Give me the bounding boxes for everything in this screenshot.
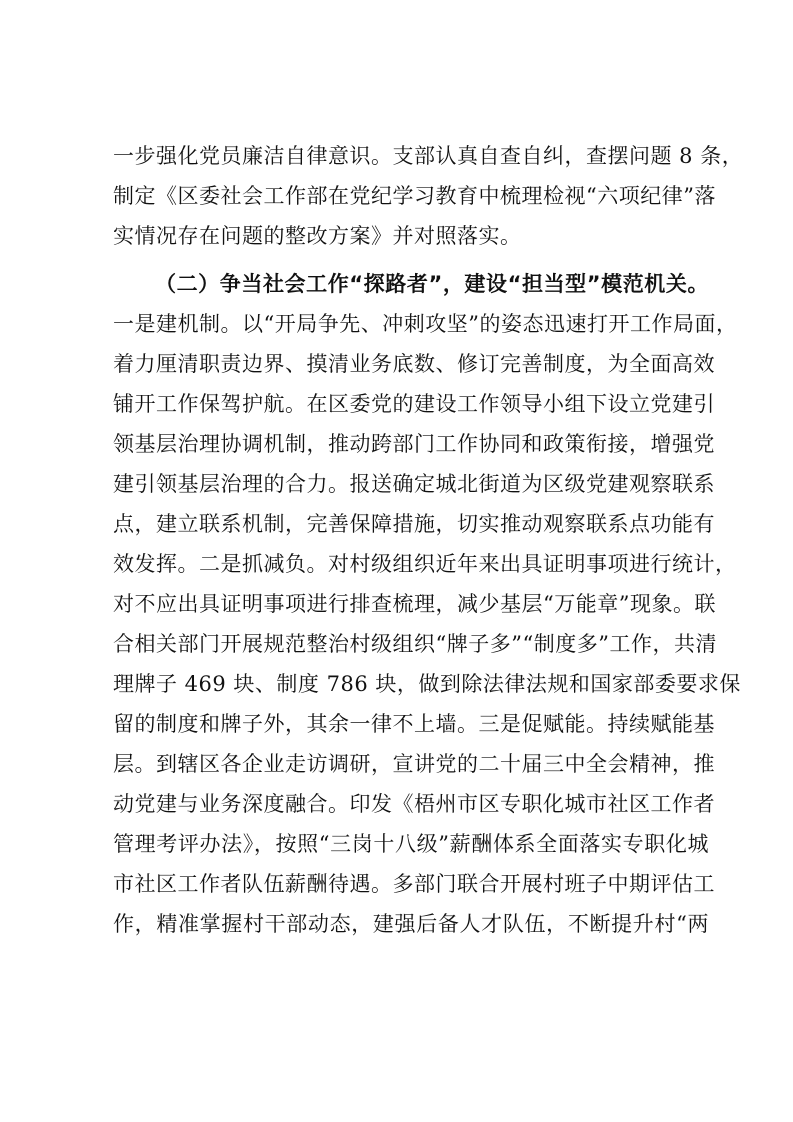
paragraph-line: 效发挥。二是抓减负。对村级组织近年来出具证明事项进行统计， [113, 552, 737, 576]
paragraph-line: 制定《区委社会工作部在党纪学习教育中梳理检视“六项纪律”落 [113, 184, 716, 208]
paragraph-line: 铺开工作保驾护航。在区委党的建设工作领导小组下设立党建引 [113, 392, 715, 416]
paragraph-line: 着力厘清职责边界、摸清业务底数、修订完善制度，为全面高效 [113, 352, 715, 376]
paragraph-line: 理牌子 469 块、制度 786 块，做到除法律法规和国家部委要求保 [113, 672, 741, 696]
paragraph-line: 动党建与业务深度融合。印发《梧州市区专职化城市社区工作者 [113, 792, 715, 816]
paragraph-line: 作，精准掌握村干部动态，建强后备人才队伍，不断提升村“两 [113, 912, 709, 936]
paragraph-line: 市社区工作者队伍薪酬待遇。多部门联合开展村班子中期评估工 [113, 872, 715, 896]
paragraph-line: 实情况存在问题的整改方案》并对照落实。 [113, 224, 522, 248]
paragraph-line: 点，建立联系机制，完善保障措施，切实推动观察联系点功能有 [113, 512, 715, 536]
section-heading: （二）争当社会工作“探路者”，建设“担当型”模范机关。 [155, 272, 709, 296]
paragraph-line: 层。到辖区各企业走访调研，宣讲党的二十届三中全会精神，推 [113, 752, 715, 776]
paragraph-line: 对不应出具证明事项进行排查梳理，减少基层“万能章”现象。联 [113, 592, 716, 616]
paragraph-line: 领基层治理协调机制，推动跨部门工作协同和政策衔接，增强党 [113, 432, 715, 456]
paragraph-line: 留的制度和牌子外，其余一律不上墙。三是促赋能。持续赋能基 [113, 712, 715, 736]
paragraph-line: 一是建机制。以“开局争先、冲刺攻坚”的姿态迅速打开工作局面， [113, 312, 738, 336]
paragraph-line: 合相关部门开展规范整治村级组织“牌子多”“制度多”工作，共清 [113, 632, 717, 656]
paragraph-line: 一步强化党员廉洁自律意识。支部认真自查自纠，查摆问题 8 条， [113, 144, 744, 168]
paragraph-line: 建引领基层治理的合力。报送确定城北街道为区级党建观察联系 [113, 472, 715, 496]
paragraph-line: 管理考评办法》，按照“三岗十八级”薪酬体系全面落实专职化城 [113, 832, 709, 856]
